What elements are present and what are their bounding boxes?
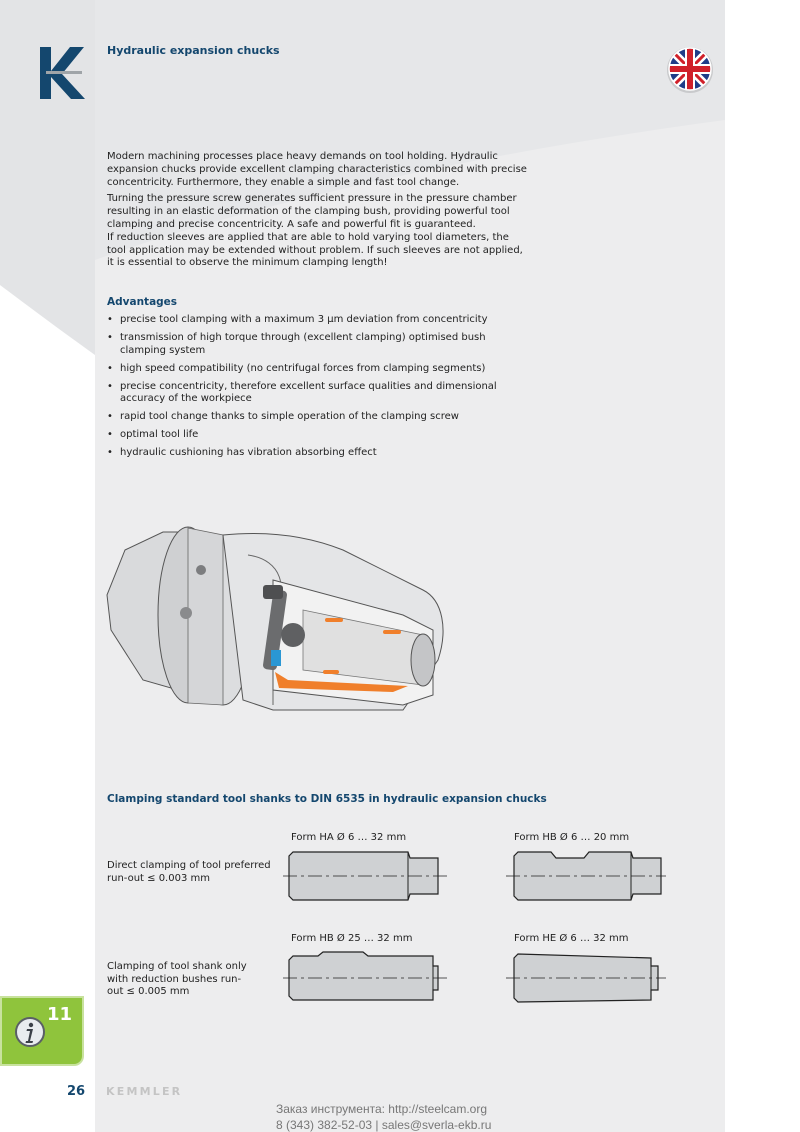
shank-form-hb-small-drawing: [506, 846, 671, 906]
order-line: Заказ инструмента: http://steelcam.org: [276, 1102, 488, 1116]
intro-text: [107, 151, 527, 274]
shank-form-hb-large-drawing: [283, 948, 453, 1008]
info-icon: [14, 1016, 46, 1048]
intro-paragraph: Turning the pressure screw generates sufficient pressure in the pressure chamber resulting in an elastic deformation of the clamping bush, providing powerful tool clamping and precise concentricity. A safe and powerful fit is guaranteed.: [107, 193, 517, 230]
shank-form-he-drawing: [506, 948, 671, 1008]
form-he-label: Form HE Ø 6 … 32 mm: [514, 933, 629, 944]
list-item: • rapid tool change thanks to simple operation of the clamping screw: [107, 411, 507, 424]
list-item: • optimal tool life: [107, 429, 507, 442]
list-item: • precise concentricity, therefore excellent surface qualities and dimensional accuracy of the workpiece: [107, 381, 507, 406]
advantages-heading: Advantages: [107, 296, 178, 308]
chuck-cutaway-illustration: [103, 520, 453, 720]
reduction-clamping-label: Clamping of tool shank only with reduction bushes run-out ≤ 0.005 mm: [107, 961, 247, 997]
shank-form-ha-drawing: [283, 846, 453, 906]
page-number: 26: [67, 1084, 86, 1099]
advantages-list: [107, 314, 507, 465]
list-item: • transmission of high torque through (excellent clamping) optimised bush clamping system: [107, 332, 507, 357]
page-title: Hydraulic expansion chucks: [107, 44, 280, 57]
list-item: • high speed compatibility (no centrifugal forces from clamping segments): [107, 363, 507, 376]
intro-paragraph: Modern machining processes place heavy demands on tool holding. Hydraulic expansion chucks provide excellent clamping characteristics combined with precise concentricity. Furthermore, they enable a simple and fast tool change.: [107, 151, 527, 188]
contact-line: 8 (343) 382-52-03 | sales@sverla-ekb.ru: [276, 1118, 492, 1132]
list-item: • hydraulic cushioning has vibration absorbing effect: [107, 447, 507, 460]
kemmler-logo: [40, 47, 86, 99]
form-hb-large-label: Form HB Ø 25 … 32 mm: [291, 933, 413, 944]
list-item: • precise tool clamping with a maximum 3 µm deviation from concentricity: [107, 314, 507, 327]
intro-paragraph: If reduction sleeves are applied that are able to hold varying tool diameters, the tool application may be extended without problem. If such sleeves are not applied, it is essential to observe the minimum clamping length!: [107, 231, 523, 269]
chapter-number: 11: [47, 1004, 73, 1025]
clamping-section-heading: Clamping standard tool shanks to DIN 6535 in hydraulic expansion chucks: [107, 793, 547, 805]
uk-flag-icon[interactable]: [666, 45, 714, 93]
direct-clamping-label: Direct clamping of tool preferred run-out ≤ 0.003 mm: [107, 860, 271, 884]
form-ha-label: Form HA Ø 6 … 32 mm: [291, 832, 407, 843]
form-hb-small-label: Form HB Ø 6 … 20 mm: [514, 832, 630, 843]
brand-name: KEMMLER: [106, 1085, 183, 1098]
